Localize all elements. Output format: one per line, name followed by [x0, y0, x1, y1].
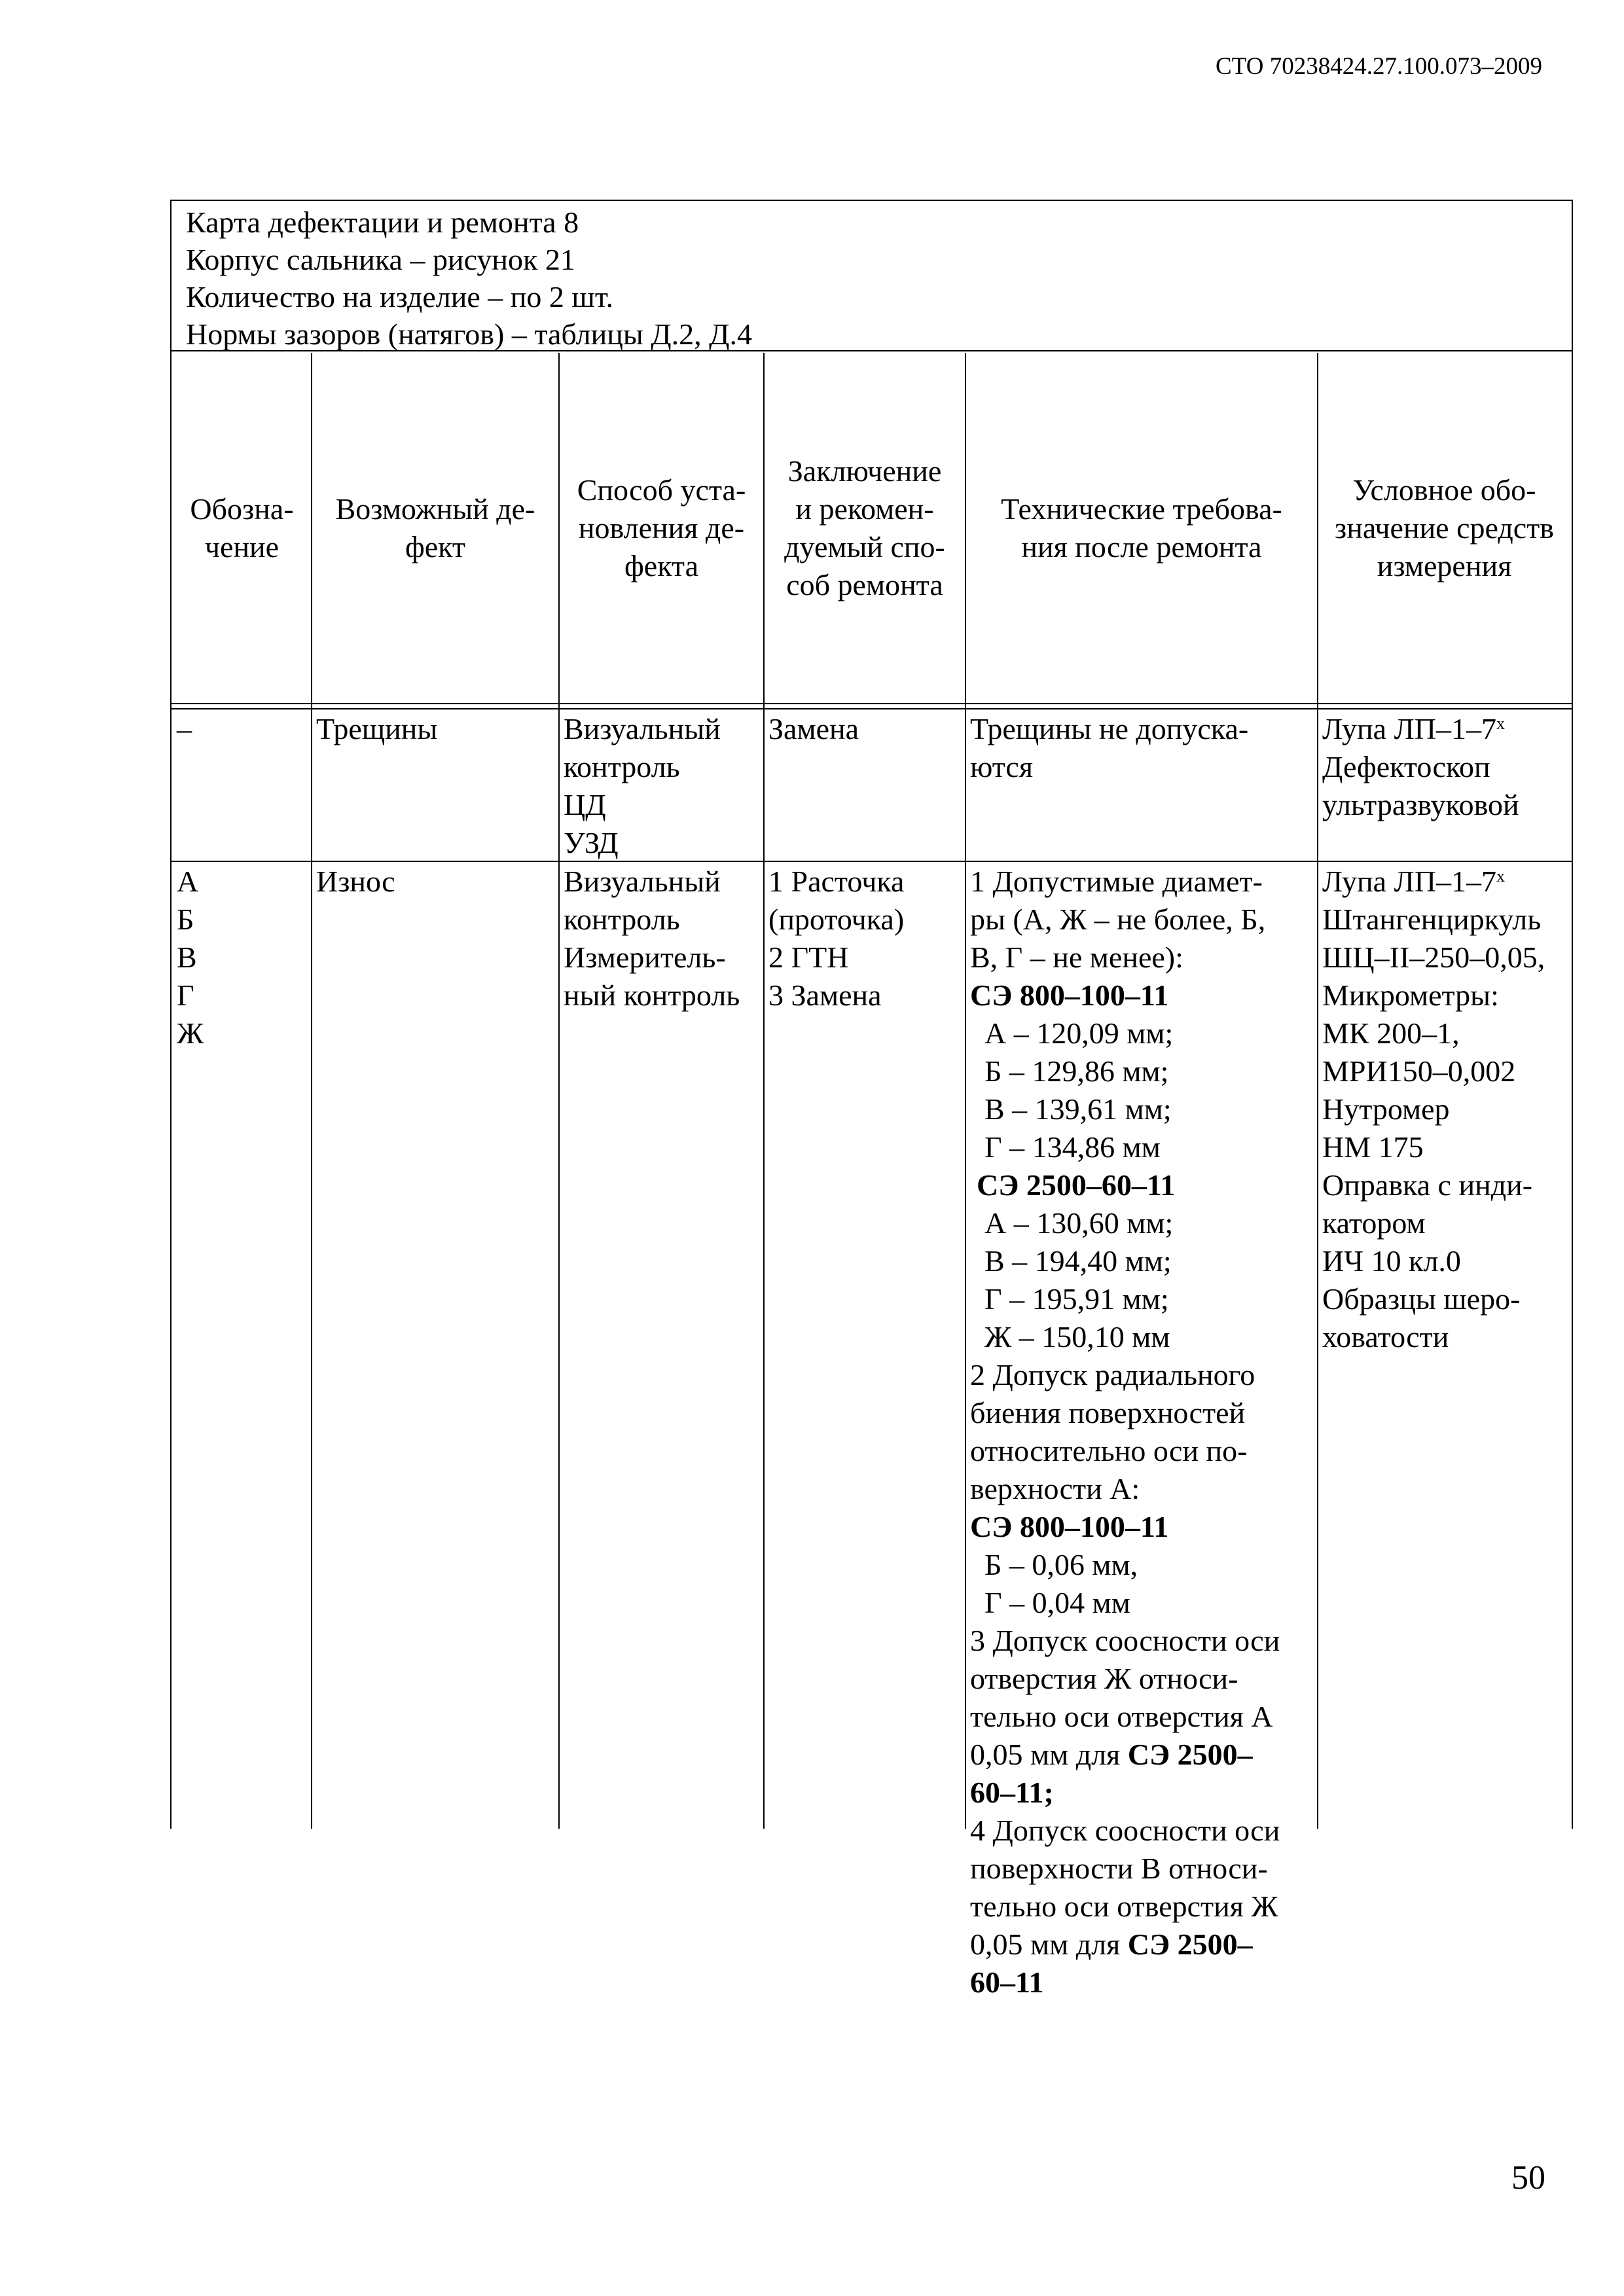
card-norms: Нормы зазоров (натягов) – таблицы Д.2, Д.4 — [186, 317, 753, 351]
header-separator — [171, 703, 1572, 704]
row2-conclusion: 1 Расточка (проточка) 2 ГТН 3 Замена — [768, 865, 905, 1012]
column-header-tools: Условное обо- значение средств измерения — [1335, 473, 1554, 583]
defect-repair-card — [170, 200, 1573, 1999]
card-title: Карта дефектации и ремонта 8 — [186, 206, 579, 239]
column-header-requirements: Технические требова- ния после ремонта — [1001, 492, 1282, 564]
document-code: СТО 70238424.27.100.073–2009 — [1215, 53, 1542, 80]
row2-defect: Износ — [316, 865, 395, 898]
row2-tools: Лупа $ЛП-1-7^х$ Штангенциркуль ШЦ–II–250–0,05, Микрометры: МК 200–1, МРИ150–0,002 Нутромер НМ 175 Оправка с инди- катором ИЧ 10 кл.0 Образцы шеро- ховатости — [1322, 865, 1545, 1354]
row1-defect: Трещины — [316, 712, 438, 745]
header-separator-double — [171, 708, 1572, 709]
row1-designation: – — [177, 712, 192, 745]
row1-requirements: Трещины не допуска- ются — [970, 712, 1249, 783]
row1-method: Визуальный контроль ЦД УЗД — [564, 712, 721, 859]
column-header-defect: Возможный де- фект — [335, 492, 535, 564]
model-label: СЭ 2500–60–11 — [977, 1168, 1176, 1202]
card-quantity: Количество на изделие – по 2 шт. — [186, 280, 613, 314]
row1-conclusion: Замена — [768, 712, 859, 745]
model-label: СЭ 800–100–11 — [970, 978, 1169, 1012]
column-header-method: Способ уста- новления де- фекта — [577, 473, 746, 583]
row1-tools: Лупа $ЛП-1-7^х$ Дефектоскоп ультразвуковой — [1322, 712, 1519, 821]
row-separator — [171, 861, 1572, 862]
page-number: 50 — [1511, 2159, 1545, 2197]
row2-designation: А Б В Г Ж — [177, 865, 204, 1050]
row2-requirements: 1 Допустимые диамет- ры (А, Ж – не более, Б, В, Г – не менее): СЭ 800–100–11 А – 120,09 мм; Б – 129,86 мм; В – 139,61 мм; Г – 134,86 мм СЭ 2500–60–11 А – 130,60 мм; В – 194,40 мм; Г – 195,91 мм; Ж – 150,10 мм 2 Допуск радиального биения поверхностей относительно оси по- верхности А: СЭ 800–100–11 Б – 0,06 мм, Г – 0,04 мм 3 Допуск соосности оси отверстия Ж относи- тельно оси отверстия А 0,05 мм для СЭ 2500– 60–11; 4 Допуск соосности оси поверхности В относи- тельно оси отверстия Ж 0,05 мм для СЭ 2500– 60–11 — [966, 863, 1317, 2001]
row2-method: Визуальный контроль Измеритель- ный контроль — [564, 865, 740, 1012]
column-header-designation: Обозна- чение — [190, 492, 294, 564]
card-part: Корпус сальника – рисунок 21 — [186, 243, 575, 276]
model-label: СЭ 800–100–11 — [970, 1510, 1169, 1543]
card-header — [171, 201, 1572, 351]
column-header-conclusion: Заключение и рекомен- дуемый спо- соб ремонта — [784, 454, 945, 601]
